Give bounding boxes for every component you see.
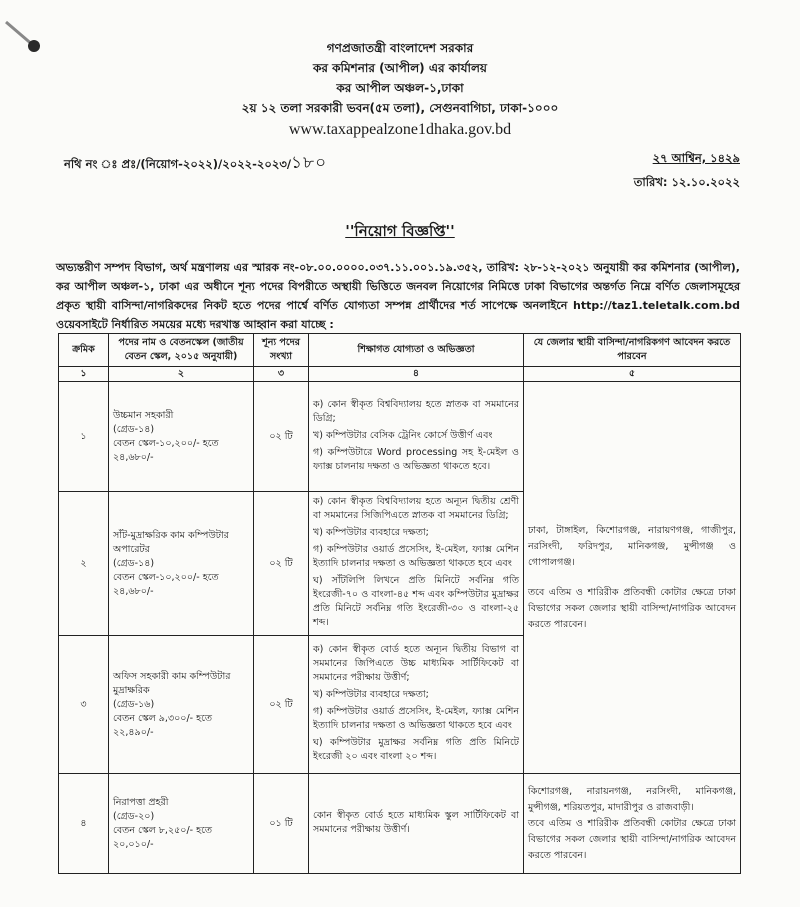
post-scale: বেতন স্কেল ৯,৩০০/- হতে bbox=[113, 712, 213, 724]
row-qualification bbox=[309, 636, 524, 774]
row-vacancy: ০২ টি bbox=[254, 382, 309, 492]
row-post bbox=[109, 774, 254, 874]
colnum: ৩ bbox=[254, 367, 309, 382]
qualification-item: ঘ) সাঁটলিপি লিখনে প্রতি মিনিটে সর্বনিম্ন গতি ইংরেজী-৭০ ও বাংলা-৪৫ শব্দ এবং কম্পিউটার মুদ্রাক্ষর প্রতি মিনিটে সর্বনিম্ন গতি ইংরেজী-৩০ ও বাংলা-২৫ শব্দ। bbox=[313, 575, 519, 628]
post-grade: (গ্রেড-২০) bbox=[113, 810, 155, 822]
district-list: ঢাকা, টাঙ্গাইল, কিশোরগঞ্জ, নারায়ণগঞ্জ, গাজীপুর, নরসিংদী, ফরিদপুর, মানিকগঞ্জ, মুন্সীগঞ্জ ও গোপালগঞ্জ। bbox=[528, 524, 736, 568]
post-grade: (গ্রেড-১৬) bbox=[113, 698, 155, 710]
column-number-row bbox=[59, 367, 741, 382]
date-english: তারিখ: ১২.১০.২০২২ bbox=[633, 175, 740, 189]
qualification-item: খ) কম্পিউটার ব্যবহারে দক্ষতা; bbox=[313, 689, 429, 700]
header-vacancy: শূন্য পদের সংখ্যা bbox=[254, 334, 309, 367]
govt-name: গণপ্রজাতন্ত্রী বাংলাদেশ সরকার bbox=[326, 41, 474, 55]
office-website: www.taxappealzone1dhaka.gov.bd bbox=[288, 121, 512, 138]
row-qualification bbox=[309, 382, 524, 492]
row-vacancy: ০২ টি bbox=[254, 636, 309, 774]
qualification-item: খ) কম্পিউটার বেসিক ট্রেনিং কোর্সে উত্তীর্ণ এবং bbox=[313, 429, 493, 441]
header-district: যে জেলার স্থায়ী বাসিন্দা/নাগরিকগণ আবেদন করতে পারবেন bbox=[524, 334, 741, 367]
header-post: পদের নাম ও বেতনস্কেল (জাতীয় বেতন স্কেল, ২০১৫ অনুযায়ী) bbox=[109, 334, 254, 367]
post-scale: বেতন স্কেল-১০,২০০/- হতে bbox=[113, 437, 219, 449]
header-qualification: শিক্ষাগত যোগ্যতা ও অভিজ্ঞতা bbox=[309, 334, 524, 367]
vacancy-table bbox=[58, 333, 741, 874]
qualification-item: ক) কোন স্বীকৃত বোর্ড হতে অন্যূন দ্বিতীয় বিভাগ বা সমমানের জিপিএতে উচ্চ মাধ্যমিক সার্টিফিকেট বা সমমানের পরীক্ষায় উত্তীর্ণ; bbox=[313, 644, 519, 683]
post-scale-to: ২০,০১০/- bbox=[113, 838, 154, 850]
row-post bbox=[109, 492, 254, 636]
memo-number bbox=[64, 150, 327, 178]
table-row bbox=[59, 774, 741, 874]
post-name: উচ্চমান সহকারী bbox=[113, 409, 174, 421]
header-serial: ক্রমিক bbox=[59, 334, 109, 367]
post-name: সাঁট-মুদ্রাক্ষরিক কাম কম্পিউটার অপারেটর bbox=[113, 529, 229, 555]
post-grade: (গ্রেড-১৪) bbox=[113, 557, 155, 569]
row-qualification bbox=[309, 492, 524, 636]
date-block bbox=[550, 150, 740, 193]
district-quota-note: তবে এতিম ও শারিরীক প্রতিবন্ধী কোটার ক্ষেত্রে ঢাকা বিভাগের সকল জেলার স্থায়ী বাসিন্দা/নাগরিক আবেদন করতে পারবেন। bbox=[528, 586, 736, 630]
post-scale-to: ২৪,৬৮০/- bbox=[113, 585, 154, 597]
colnum: ১ bbox=[59, 367, 109, 382]
qualification-item: ক) কোন স্বীকৃত বিশ্ববিদ্যালয় হতে স্নাতক বা সমমানের ডিগ্রি; bbox=[313, 398, 519, 424]
qualification-item: গ) কম্পিউটারে Word processing সহ ই-মেইল ও ফ্যাক্স চালনায় দক্ষতা ও অভিজ্ঞতা থাকতে হবে। bbox=[313, 446, 519, 472]
zone-name: কর আপীল অঞ্চল-১,ঢাকা bbox=[336, 81, 464, 95]
colnum: ৫ bbox=[524, 367, 741, 382]
row-district-group-1 bbox=[524, 382, 741, 774]
table-header-row bbox=[59, 334, 741, 367]
memo-number-text: নথি নং ঃ প্রঃ/(নিয়োগ-২০২২)/২০২২-২০২৩/ bbox=[64, 157, 292, 171]
row-serial: ৪ bbox=[59, 774, 109, 874]
qualification-item: কোন স্বীকৃত বোর্ড হতে মাধ্যমিক স্কুল সার্টিফিকেট বা সমমানের পরীক্ষায় উত্তীর্ণ। bbox=[313, 809, 519, 835]
row-vacancy: ০১ টি bbox=[254, 774, 309, 874]
post-grade: (গ্রেড-১৪) bbox=[113, 423, 155, 435]
colnum: ৪ bbox=[309, 367, 524, 382]
notice-heading bbox=[0, 220, 800, 245]
post-name: নিরাপত্তা প্রহরী bbox=[113, 796, 169, 808]
notice-heading-text: ''নিয়োগ বিজ্ঞপ্তি'' bbox=[345, 222, 455, 240]
qualification-item: ক) কোন স্বীকৃত বিশ্ববিদ্যালয় হতে অন্যূন দ্বিতীয় শ্রেণী বা সমমানের সিজিপিএতে স্নাতক বা সমমানের ডিগ্রি; bbox=[313, 496, 519, 521]
office-name: কর কমিশনার (আপীল) এর কার্যালয় bbox=[312, 61, 488, 75]
office-address: ২য় ১২ তলা সরকারী ভবন(৫ম তলা), সেগুনবাগিচা, ঢাকা-১০০০ bbox=[241, 101, 559, 115]
post-scale-to: ২২,৪৯০/- bbox=[113, 726, 154, 738]
post-name: অফিস সহকারী কাম কম্পিউটার মুদ্রাক্ষরিক bbox=[113, 670, 231, 696]
qualification-item: গ) কম্পিউটার ওয়ার্ড প্রসেসিং, ই-মেইল, ফ্যাক্স মেশিন ইত্যাদি চালনার দক্ষতা ও অভিজ্ঞতা থাকতে হবে এবং bbox=[313, 706, 519, 731]
row-district-group-2 bbox=[524, 774, 741, 874]
qualification-item: খ) কম্পিউটার ব্যবহারে দক্ষতা; bbox=[313, 527, 429, 538]
post-scale: বেতন স্কেল-১০,২০০/- হতে bbox=[113, 571, 219, 583]
row-serial: ৩ bbox=[59, 636, 109, 774]
district-quota-note: তবে এতিম ও শারিরীক প্রতিবন্ধী কোটার ক্ষেত্রে ঢাকা বিভাগের সকল জেলার স্থায়ী বাসিন্দা/নাগরিক আবেদন করতে পারবেন। bbox=[528, 817, 736, 861]
post-scale: বেতন স্কেল ৮,২৫০/- হতে bbox=[113, 824, 213, 836]
date-bangla: ২৭ আশ্বিন, ১৪২৯ bbox=[652, 151, 740, 165]
memo-handwritten-number: ১৮০ bbox=[291, 153, 328, 173]
table-row bbox=[59, 382, 741, 492]
row-post bbox=[109, 636, 254, 774]
row-qualification bbox=[309, 774, 524, 874]
row-serial: ২ bbox=[59, 492, 109, 636]
office-header bbox=[0, 38, 800, 141]
qualification-item: ঘ) কম্পিউটার মুদ্রাক্ষর সর্বনিম্ন গতি প্রতি মিনিটে ইংরেজী ২০ এবং বাংলা ২০ শব্দ। bbox=[313, 737, 519, 762]
post-scale-to: ২৪,৬৮০/- bbox=[113, 451, 154, 463]
row-post bbox=[109, 382, 254, 492]
qualification-item: গ) কম্পিউটার ওয়ার্ড প্রসেসিং, ই-মেইল, ফ্যাক্স মেশিন ইত্যাদি চালনার দক্ষতা ও অভিজ্ঞতা থাকতে হবে এবং bbox=[313, 544, 519, 569]
colnum: ২ bbox=[109, 367, 254, 382]
intro-paragraph: অভ্যন্তরীণ সম্পদ বিভাগ, অর্থ মন্ত্রণালয় এর স্মারক নং-০৮.০০.০০০০.০৩৭.১১.০০১.১৯.৩৫২, তারিখ: ২৮-১২-২০২১ অনুযায়ী কর কমিশনার (আপীল), কর আপীল অঞ্চল-১, ঢাকা এর অধীনে শূন্য পদের বিপরীতে অস্থায়ী ভিত্তিতে জনবল নিয়োগের নিমিত্তে ঢাকা বিভাগের অন্তর্গত নিম্নে বর্ণিত জেলাসমূহের প্রকৃত স্থায়ী বাসিন্দা/নাগরিকদের নিকট হতে পদের পার্শ্বে বর্ণিত যোগ্যতা সম্পন্ন প্রার্থীদের শর্ত সাপেক্ষে অনলাইনে http://taz1.teletalk.com.bd ওয়েবসাইটে নির্ধারিত সময়ের মধ্যে দরখাস্ত আহ্বান করা যাচ্ছে : bbox=[56, 261, 740, 331]
row-serial: ১ bbox=[59, 382, 109, 492]
row-vacancy: ০২ টি bbox=[254, 492, 309, 636]
district-list: কিশোরগঞ্জ, নারায়নগঞ্জ, নরসিংদী, মানিকগঞ্জ, মুন্সীগঞ্জ, শরিয়তপুর, মাদারীপুর ও রাজবাড়ী। bbox=[528, 785, 736, 813]
